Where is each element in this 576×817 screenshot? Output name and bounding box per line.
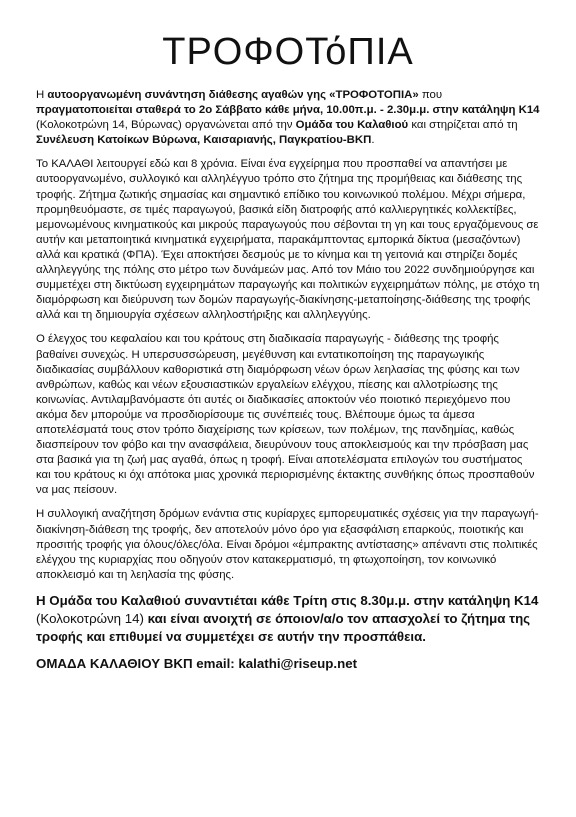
meeting-text-2: και είναι ανοιχτή σε όποιον/α/ο τον απασχολεί το ζήτημα της τροφής και επιθυμεί να συμμετέχει σε αυτήν την προσπάθεια. — [36, 610, 531, 644]
meeting-announcement — [36, 592, 540, 646]
meeting-text-1: Η Ομάδα του Καλαθιού συναντιέται κάθε Τρίτη στις 8.30μ.μ. στην κατάληψη Κ14 — [36, 592, 539, 608]
contact-line: ΟΜΑΔΑ ΚΑΛΑΘΙΟΥ ΒΚΠ email: kalathi@riseup.net — [36, 655, 358, 671]
history-paragraph: Το ΚΑΛΑΘΙ λειτουργεί εδώ και 8 χρόνια. Είναι ένα εγχείρημα που προσπαθεί να απαντήσει με αυτοοργανωμένο, συλλογικό και αλληλέγγυο τρόπο στο ζήτημα της προμήθειας και διάθεσης της τροφής. Ζήτημα ζωτικής σημασίας και σημαντικό επίδικο του κοινωνικού πολέμου. Μέχρι σήμερα, προμηθευόμαστε, σε τιμές παραγωγού, βασικά είδη διατροφής από καλλιεργητικές κολλεκτίβες, μεμονωμένους κινηματικούς και μικρούς παραγωγούς που σέβονται τη γη και τους εργαζόμενους σε αυτήν και μεταποιητικά κινηματικά εγχειρήματα, παρακάμπτοντας εμπορικά δίκτυα (μεσαζόντων) αλλά και κρατικά (ΦΠΑ). Έχει αποκτήσει δεσμούς με το κίνημα και τη γειτονιά και στηρίζει δομές αλληλεγγύης της πόλης στο μέτρο των δυνάμεών μας. Από τον Μάιο του 2022 συνδημιούργησε και συμμετέχει στη δικτύωση εγχειρημάτων παραγωγής και πολιτικών εγχειρημάτων πόλης, με στόχο τη διαμόρφωση και διεύρυνση των δομών παραγωγής-διακίνησης-μεταποίησης-διάθεσης της τροφής αλλά και τη δημιουργία σχέσεων αλληλοστήριξης και αλληλεγγύης. — [36, 158, 540, 322]
intro-paragraph — [36, 88, 540, 148]
intro-bold-1: αυτοοργανωμένη συνάντηση διάθεσης αγαθών γης «ΤΡΟΦΟΤΟΠΙΑ» — [47, 89, 419, 101]
intro-bold-3: Ομάδα του Καλαθιού — [295, 119, 409, 132]
control-paragraph: Ο έλεγχος του κεφαλαίου και του κράτους στη διαδικασία παραγωγής - διάθεσης της τροφής βαθαίνει συνεχώς. Η υπερσυσσώρευση, μεγέθυνση και εντατικοποίηση της παραγωγικής διαδικασίας συμβάλλουν καθοριστικά στη διαμόρφωση νέων όρων λεηλασίας της φύσης και των ανθρώπων, καθώς και νέων εξουσιαστικών εργαλείων ελέγχου, πίεσης και αλλοτρίωσης της κοινωνίας. Αντιλαμβανόμαστε ότι αυτές οι διαδικασίες αποκτούν νέο ποιοτικό περιεχόμενο που ακόμα δεν μπορούμε να προσδιορίσουμε τις συνέπειές τους. Βλέπουμε όμως τα άμεσα αποτελέσματά τους στον τρόπο διαχείρισης των κρίσεων, των πολέμων, της πανδημίας, καθώς διασπείρουν τον φόβο και την ανασφάλεια, διευρύνουν τους αποκλεισμούς και την πρόσβαση μας στα βασικά για τη ζωή μας αγαθά, όπως η τροφή. Είναι αποτελέσματα επιλογών του συστήματος και του κράτους κι όχι απότοκα μιας χρονικά περιορισμένης έκτακτης συνθήκης όπως προσπαθούν να μας πείσουν. — [36, 333, 535, 497]
intro-text-5: . — [371, 134, 375, 147]
intro-text-2: που — [418, 89, 443, 101]
intro-bold-4: Συνέλευση Κατοίκων Βύρωνα, Καισαριανής, Παγκρατίου-ΒΚΠ — [36, 134, 372, 147]
intro-bold-2: πραγματοποιείται σταθερά το 2ο Σάββατο κάθε μήνα, 10.00π.μ. - 2.30μ.μ. στην κατάληψη Κ14 — [36, 104, 540, 117]
intro-text-4: και στηρίζεται από τη — [408, 119, 518, 132]
intro-text-1: Η — [36, 89, 48, 101]
meeting-address: (Κολοκοτρώνη 14) — [36, 610, 148, 626]
page-title: ΤΡΟΦΟΤόΠΙΑ — [162, 31, 414, 73]
resistance-paragraph: Η συλλογική αναζήτηση δρόμων ενάντια στις κυρίαρχες εμπορευματικές σχέσεις για την παραγωγή-διακίνηση-διάθεση της τροφής, δεν αποτελούν μόνο όρο για εξασφάλιση επαρκούς, ποιοτικής και προσιτής τροφής για όλους/όλες/όλα. Είναι δρόμοι «έμπρακτης αντίστασης» απέναντι στις πολιτικές ελέγχου της κυριαρχίας που οδηγούν στον κατακερματισμό, τη φτωχοποίηση, τον κοινωνικό αποκλεισμό και τη λεηλασία της φύσης. — [36, 508, 539, 581]
intro-text-3: (Κολοκοτρώνη 14, Βύρωνας) οργανώνεται από την — [36, 119, 296, 132]
